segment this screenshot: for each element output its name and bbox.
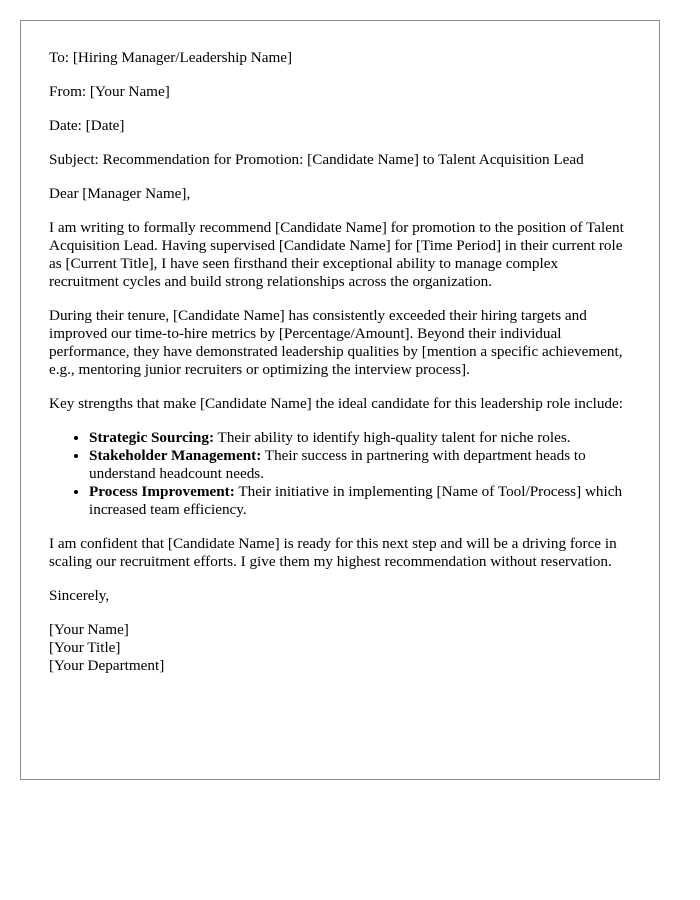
signature-department: [Your Department] xyxy=(49,657,165,674)
from-line: From: [Your Name] xyxy=(49,83,170,100)
strength-text: Their ability to identify high-quality talent for niche roles. xyxy=(214,429,571,446)
strength-text: Their success in partnering with department heads to understand headcount needs. xyxy=(89,447,586,482)
date-line: Date: [Date] xyxy=(49,117,125,134)
strength-title: Stakeholder Management: xyxy=(89,447,262,464)
signature-block xyxy=(49,621,631,675)
closing-paragraph: I am confident that [Candidate Name] is ready for this next step and will be a driving force in scaling our recruitment efforts. I give them my highest recommendation without reservation. xyxy=(49,535,617,570)
strengths-intro-paragraph: Key strengths that make [Candidate Name] the ideal candidate for this leadership role include: xyxy=(49,395,623,412)
closing-line: Sincerely, xyxy=(49,587,110,604)
signature-name: [Your Name] xyxy=(49,621,129,638)
strength-title: Strategic Sourcing: xyxy=(89,429,215,446)
subject-line: Subject: Recommendation for Promotion: [Candidate Name] to Talent Acquisition Lead xyxy=(49,151,584,168)
letter-document xyxy=(20,20,660,780)
strengths-list xyxy=(49,429,631,519)
list-item xyxy=(89,447,631,483)
strength-text: Their initiative in implementing [Name of Tool/Process] which increased team efficiency. xyxy=(89,483,623,518)
strength-title: Process Improvement: xyxy=(89,483,235,500)
intro-paragraph: I am writing to formally recommend [Candidate Name] for promotion to the position of Talent Acquisition Lead. Having supervised [Candidate Name] for [Time Period] in their current role as [Current Title], I have seen firsthand their exceptional ability to manage complex recruitment cycles and build strong relationships across the organization. xyxy=(49,219,624,290)
to-line: To: [Hiring Manager/Leadership Name] xyxy=(49,49,293,66)
list-item xyxy=(89,429,631,447)
signature-title: [Your Title] xyxy=(49,639,121,656)
list-item xyxy=(89,483,631,519)
tenure-paragraph: During their tenure, [Candidate Name] has consistently exceeded their hiring targets and improved our time-to-hire metrics by [Percentage/Amount]. Beyond their individual performance, they have demonstrated leadership qualities by [mention a specific achievement, e.g., mentoring junior recruiters or optimizing the interview process]. xyxy=(49,307,623,378)
salutation: Dear [Manager Name], xyxy=(49,185,191,202)
